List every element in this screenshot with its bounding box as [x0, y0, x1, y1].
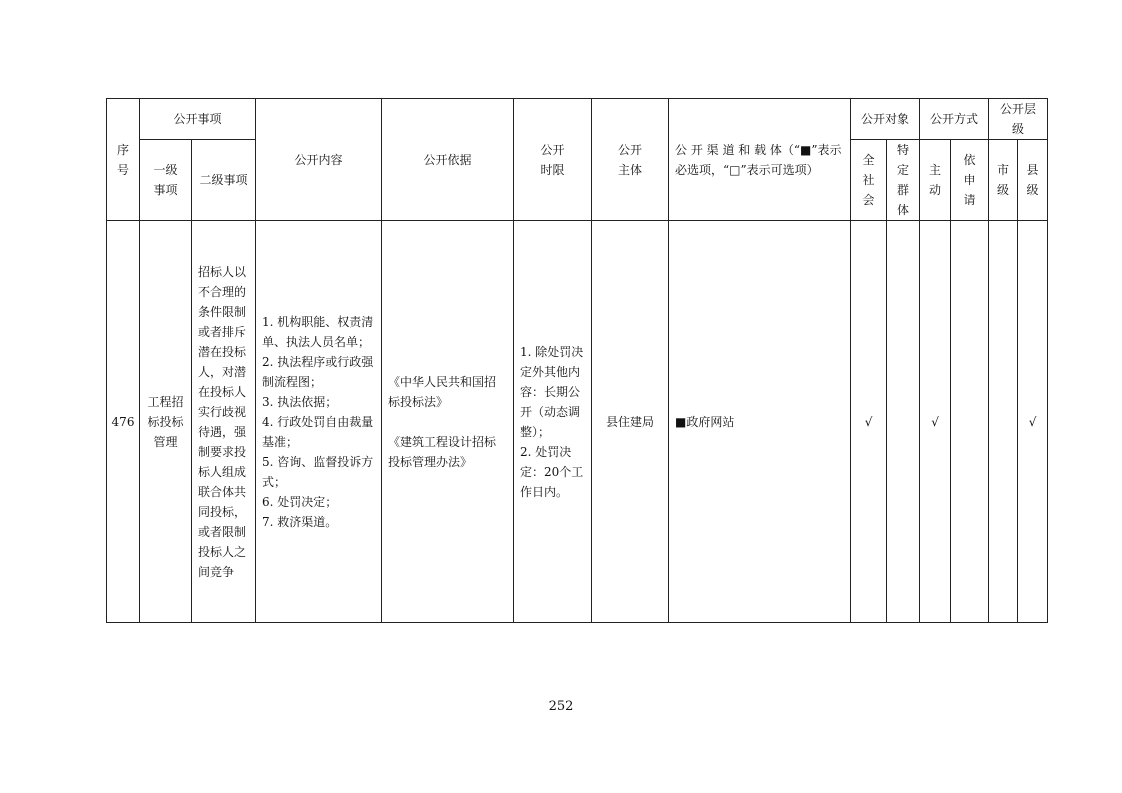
row-channel: ■政府网站	[669, 221, 851, 623]
header-level2: 二级事项	[192, 140, 256, 221]
header-level-city: 市级	[989, 140, 1018, 221]
row-level2: 招标人以不合理的条件限制或者排斥潜在投标人，对潜在投标人实行歧视待遇，强制要求投标人组成联合体共同投标，或者限制投标人之间竞争	[192, 221, 256, 623]
header-level1: 一级事项	[140, 140, 192, 221]
disclosure-table	[106, 98, 1048, 623]
header-row-1	[107, 99, 1048, 140]
page-number: 252	[548, 699, 574, 714]
content-item: 4. 行政处罚自由裁量基准；	[262, 414, 374, 449]
row-level-city	[989, 221, 1018, 623]
table-row	[107, 221, 1048, 623]
row-mode-active: √	[920, 221, 951, 623]
content-item: 3. 执法依据；	[262, 394, 338, 409]
row-content	[256, 221, 382, 623]
header-matter-group: 公开事项	[140, 99, 256, 140]
content-item: 5. 咨询、监督投诉方式；	[262, 454, 374, 489]
row-audience-all: √	[851, 221, 887, 623]
header-time-limit: 公开时限	[514, 99, 592, 221]
row-level1: 工程招标投标管理	[140, 221, 192, 623]
row-level-county: √	[1018, 221, 1048, 623]
row-basis	[382, 221, 514, 623]
header-channel: 公 开 渠 道 和 载 体（“■”表示必选项，“□”表示可选项）	[669, 99, 851, 221]
row-mode-request	[951, 221, 989, 623]
header-audience-all: 全社会	[851, 140, 887, 221]
content-item: 7. 救济渠道。	[262, 514, 338, 529]
header-subject: 公开主体	[592, 99, 669, 221]
basis-item: 《中华人民共和国招标投标法》	[388, 374, 497, 409]
row-time-limit	[514, 221, 592, 623]
row-subject: 县住建局	[592, 221, 669, 623]
header-audience-group: 公开对象	[851, 99, 920, 140]
basis-item: 《建筑工程设计招标投标管理办法》	[388, 434, 497, 469]
content-item: 2. 执法程序或行政强制流程图；	[262, 354, 374, 389]
header-mode-request: 依申请	[951, 140, 989, 221]
header-audience-specific: 特定群体	[887, 140, 920, 221]
row-audience-specific	[887, 221, 920, 623]
header-level-county: 县级	[1018, 140, 1048, 221]
row-seq: 476	[107, 221, 140, 623]
header-seq: 序号	[107, 99, 140, 221]
content-item: 6. 处罚决定；	[262, 494, 338, 509]
header-level-group: 公开层级	[989, 99, 1048, 140]
time-limit-item: 1. 除处罚决定外其他内容：长期公开（动态调整）；	[520, 344, 584, 439]
header-mode-active: 主动	[920, 140, 951, 221]
time-limit-item: 2. 处罚决定：20个工作日内。	[520, 444, 584, 499]
content-item: 1. 机构职能、权责清单、执法人员名单；	[262, 314, 374, 349]
header-basis: 公开依据	[382, 99, 514, 221]
header-content: 公开内容	[256, 99, 382, 221]
header-mode-group: 公开方式	[920, 99, 989, 140]
